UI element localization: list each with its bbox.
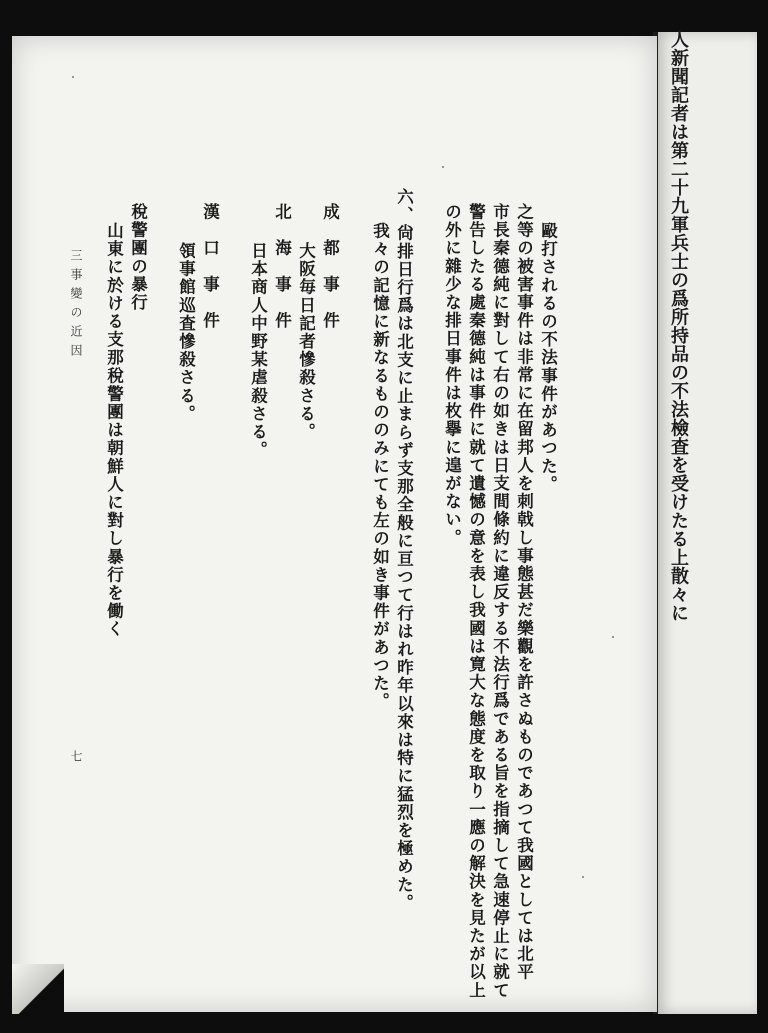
overflow-text-line: 人新聞記者は第二十九軍兵士の爲所持品の不法檢査を受けたる上散々に <box>668 30 689 622</box>
speck <box>582 876 584 878</box>
section-heading: 成 都 事 件 <box>320 203 340 330</box>
text-line: 日本商人中野某虐殺さる。 <box>248 242 268 460</box>
speck <box>612 636 614 638</box>
text-line: 領事館巡査慘殺さる。 <box>176 242 196 423</box>
text-line: 警告したる處秦德純は事件に就て遺憾の意を表し我國は寛大な態度を取り一應の解決を見たが以上 <box>466 203 486 1000</box>
book-page <box>12 36 657 1012</box>
section-heading: 北 海 事 件 <box>272 203 292 330</box>
text-line: 市長秦德純に對して右の如きは日支間條約に違反する不法行爲である旨を指摘して急速停止に就て <box>490 203 510 1000</box>
section-heading: 漢 口 事 件 <box>200 203 220 330</box>
page-number: 七 <box>69 750 83 769</box>
text-line: 毆打されるの不法事件があつた。 <box>538 222 558 494</box>
text-line: 六、尙排日行爲は北支に止まらず支那全般に亘つて行はれ昨年以來は特に猛烈を極めた。 <box>394 188 414 912</box>
speck <box>442 166 444 168</box>
text-line: 大阪毎日記者慘殺さる。 <box>296 242 316 442</box>
text-line: 之等の被害事件は非常に在留邦人を刺戟し事態甚だ樂觀を許さぬものであつて我國としては北平 <box>514 203 534 982</box>
running-head: 三事變の近因 <box>69 249 83 363</box>
text-line: 山東に於ける支那稅警團は朝鮮人に對し暴行を働く <box>104 222 124 639</box>
speck <box>72 76 74 78</box>
folded-page-corner <box>12 964 64 1014</box>
text-line: の外に雜少な排日事件は枚擧に遑がない。 <box>442 203 462 547</box>
right-page <box>657 32 757 1014</box>
section-heading: 稅警團の暴行 <box>128 203 148 312</box>
text-line: 我々の記憶に新なるもののみにても左の如き事件があつた。 <box>370 222 390 711</box>
